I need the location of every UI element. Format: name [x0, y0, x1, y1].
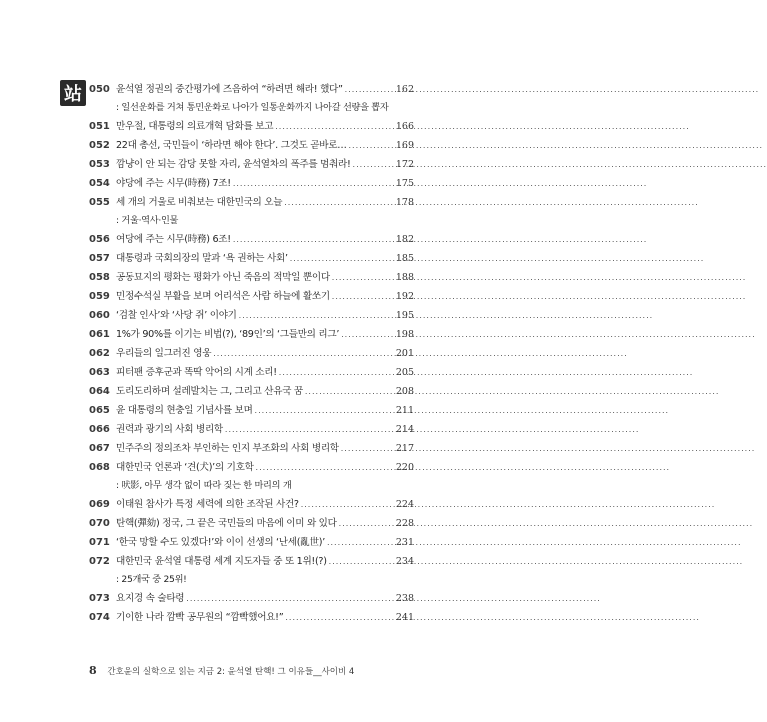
- entry-number: 059: [89, 291, 110, 302]
- dot-leader: [239, 306, 392, 325]
- entry-title: 야당에 주는 시무(時務) 7조!: [116, 178, 231, 189]
- entry-number: 065: [89, 405, 110, 416]
- toc-entry[interactable]: [89, 174, 414, 193]
- entry-number: 057: [89, 253, 110, 264]
- entry-title: 22대 총선, 국민들이 ‘하라면 해야 한다’. 그것도 곧바로…: [116, 140, 347, 151]
- toc-entry[interactable]: [89, 193, 414, 230]
- toc-entry[interactable]: [89, 458, 414, 495]
- entry-title: 탄핵(彈劾) 정국, 그 끝은 국민들의 마음에 이미 와 있다: [116, 518, 337, 529]
- entry-number: 071: [89, 537, 110, 548]
- entry-page-number: 162: [395, 84, 414, 95]
- dot-leader: [186, 589, 392, 608]
- entry-title: ‘한국 망할 수도 있겠다!’와 이이 선생의 ‘난세(亂世)’: [116, 537, 325, 548]
- entry-page-number: 201: [395, 348, 414, 359]
- dot-leader: [305, 382, 392, 401]
- entry-number: 058: [89, 272, 110, 283]
- toc-entry-row: [89, 608, 414, 627]
- toc-entry[interactable]: [89, 117, 414, 136]
- dot-leader: [213, 344, 392, 363]
- toc-entry-row: [89, 155, 414, 174]
- entry-number: 061: [89, 329, 110, 340]
- entry-page-number: 231: [395, 537, 414, 548]
- toc-entry[interactable]: [89, 344, 414, 363]
- entry-page-number: 217: [395, 443, 414, 454]
- toc-entry[interactable]: [89, 552, 414, 589]
- entry-subtitle: : 25개국 중 25위!: [116, 574, 187, 585]
- toc-list: [89, 80, 414, 627]
- toc-entry-row: [89, 80, 414, 99]
- entry-page-number: 192: [395, 291, 414, 302]
- dot-leader: [225, 420, 392, 439]
- entry-page-number: 238: [395, 593, 414, 604]
- entry-page-number: 224: [395, 499, 414, 510]
- toc-entry[interactable]: [89, 382, 414, 401]
- entry-page-number: 169: [395, 140, 414, 151]
- entry-title: ‘검찰 인사’와 ‘사당 쥐’ 이야기: [116, 310, 237, 321]
- entry-title: 우리들의 일그러진 영웅: [116, 348, 212, 359]
- entry-title: 만우절, 대통령의 의료개혁 담화를 보고: [116, 121, 274, 132]
- entry-page-number: 175: [395, 178, 414, 189]
- entry-page-number: 208: [395, 386, 414, 397]
- entry-page-number: 185: [395, 253, 414, 264]
- dot-leader: [345, 80, 392, 99]
- dot-leader: [290, 249, 392, 268]
- toc-entry-row: [89, 363, 414, 382]
- entry-page-number: 166: [395, 121, 414, 132]
- entry-title: 세 개의 거울로 비춰보는 대한민국의 오늘: [116, 197, 283, 208]
- toc-entry-row: [89, 136, 414, 155]
- toc-entry-row: [89, 174, 414, 193]
- entry-number: 053: [89, 159, 110, 170]
- toc-entry-row: [89, 589, 414, 608]
- entry-title: 윤 대통령의 현충일 기념사를 보며: [116, 405, 253, 416]
- dot-leader: [329, 552, 392, 571]
- entry-subtitle: : 吠影, 아무 생각 없이 따라 짖는 한 마리의 개: [116, 480, 292, 491]
- toc-entry-row: [89, 117, 414, 136]
- toc-entry-row: [89, 382, 414, 401]
- entry-page-number: 211: [395, 405, 414, 416]
- entry-title: 대한민국 윤석열 대통령 세계 지도자들 중 또 1위!(?): [116, 556, 327, 567]
- toc-entry-row: [89, 287, 414, 306]
- entry-title: 1%가 90%를 이기는 비법(?), ‘89인’의 ‘그들만의 리그’: [116, 329, 340, 340]
- entry-page-number: 195: [395, 310, 414, 321]
- dot-leader: [353, 155, 392, 174]
- dot-leader: [327, 533, 392, 552]
- entry-number: 055: [89, 197, 110, 208]
- entry-title: 이태원 참사가 특정 세력에 의한 조작된 사건?: [116, 499, 299, 510]
- entry-subtitle: : 일선운화를 거쳐 통민운화로 나아가 일통운화까지 나아갈 선량을 뽑자: [116, 102, 389, 113]
- entry-number: 066: [89, 424, 110, 435]
- toc-entry-row: [89, 420, 414, 439]
- dot-leader: [256, 458, 392, 477]
- entry-page-number: 205: [395, 367, 414, 378]
- entry-title: 기이한 나라 깜빡 공무원의 “깜빡했어요!”: [116, 612, 284, 623]
- entry-number: 069: [89, 499, 110, 510]
- entry-title: 공동묘지의 평화는 평화가 아닌 죽음의 적막일 뿐이다: [116, 272, 330, 283]
- toc-entry[interactable]: [89, 401, 414, 420]
- toc-entry[interactable]: [89, 306, 414, 325]
- entry-page-number: 198: [395, 329, 414, 340]
- entry-title: 민주주의 정의조차 부인하는 인지 부조화의 사회 병리학: [116, 443, 339, 454]
- entry-number: 052: [89, 140, 110, 151]
- toc-entry-row: [89, 439, 414, 458]
- dot-leader: [284, 193, 392, 212]
- toc-entry[interactable]: [89, 533, 414, 552]
- entry-number: 064: [89, 386, 110, 397]
- entry-title: 피터팬 증후군과 똑딱 악어의 시계 소리!: [116, 367, 277, 378]
- entry-page-number: 182: [395, 234, 414, 245]
- toc-entry[interactable]: [89, 439, 414, 458]
- entry-subtitle: : 거울·역사·인물: [116, 215, 179, 226]
- entry-number: 072: [89, 556, 110, 567]
- toc-entry-row: [89, 193, 414, 212]
- entry-number: 062: [89, 348, 110, 359]
- toc-entry-row: [89, 458, 414, 477]
- entry-page-number: 214: [395, 424, 414, 435]
- toc-entry[interactable]: [89, 80, 414, 117]
- entry-number: 056: [89, 234, 110, 245]
- entry-page-number: 234: [395, 556, 414, 567]
- toc-entry[interactable]: [89, 495, 414, 514]
- toc-entry[interactable]: [89, 325, 414, 344]
- entry-title: 대통령과 국회의장의 말과 ‘욕 권하는 사회’: [116, 253, 288, 264]
- dot-leader: [339, 514, 392, 533]
- entry-page-number: 241: [395, 612, 414, 623]
- entry-number: 054: [89, 178, 110, 189]
- entry-number: 068: [89, 462, 110, 473]
- toc-entry-row: [89, 533, 414, 552]
- toc-entry[interactable]: [89, 249, 414, 268]
- entry-number: 067: [89, 443, 110, 454]
- toc-entry-row: [89, 495, 414, 514]
- entry-page-number: 172: [395, 159, 414, 170]
- toc-entry[interactable]: [89, 514, 414, 533]
- toc-entry-row: [89, 249, 414, 268]
- entry-number: 063: [89, 367, 110, 378]
- footer-page-number: 8: [89, 664, 97, 677]
- toc-entry[interactable]: [89, 230, 414, 249]
- dot-leader: [233, 230, 392, 249]
- dot-leader: [341, 439, 392, 458]
- entry-title: 요지경 속 술타령: [116, 593, 185, 604]
- toc-entry-row: [89, 552, 414, 571]
- entry-number: 070: [89, 518, 110, 529]
- section-badge: 站: [60, 80, 86, 106]
- entry-page-number: 228: [395, 518, 414, 529]
- page-footer: [89, 664, 354, 677]
- toc-entry-row: [89, 268, 414, 287]
- dot-leader: [275, 117, 392, 136]
- toc-entry-row: [89, 344, 414, 363]
- toc-entry[interactable]: [89, 420, 414, 439]
- toc-entry[interactable]: [89, 268, 414, 287]
- entry-number: 074: [89, 612, 110, 623]
- entry-number: 050: [89, 84, 110, 95]
- entry-title: 깜냥이 안 되는 감당 못할 자리, 윤석열차의 폭주를 멈춰라!: [116, 159, 351, 170]
- entry-title: 윤석열 정권의 중간평가에 즈음하여 “하려면 해라! 했다”: [116, 84, 343, 95]
- dot-leader: [332, 287, 392, 306]
- dot-leader: [301, 495, 392, 514]
- toc-entry-row: [89, 306, 414, 325]
- dot-leader: [341, 325, 392, 344]
- entry-number: 051: [89, 121, 110, 132]
- entry-title: 여당에 주는 시무(時務) 6조!: [116, 234, 231, 245]
- entry-number: 060: [89, 310, 110, 321]
- dot-leader: [332, 268, 392, 287]
- entry-number: 073: [89, 593, 110, 604]
- toc-entry-row: [89, 401, 414, 420]
- entry-page-number: 178: [395, 197, 414, 208]
- entry-page-number: 220: [395, 462, 414, 473]
- dot-leader: [349, 136, 393, 155]
- toc-entry[interactable]: [89, 589, 414, 608]
- toc-entry-row: [89, 514, 414, 533]
- entry-title: 권력과 광기의 사회 병리학: [116, 424, 223, 435]
- toc-entry-row: [89, 325, 414, 344]
- dot-leader: [255, 401, 392, 420]
- toc-entry-row: [89, 230, 414, 249]
- footer-running-title: 간호윤의 실학으로 읽는 지금 2: 윤석열 탄핵! 그 이유들__사이비 4: [107, 667, 355, 677]
- dot-leader: [233, 174, 392, 193]
- toc-entry[interactable]: [89, 155, 414, 174]
- entry-page-number: 188: [395, 272, 414, 283]
- toc-entry[interactable]: [89, 608, 414, 627]
- toc-entry[interactable]: [89, 287, 414, 306]
- entry-title: 민정수석실 부활을 보며 어리석은 사람 하늘에 활쏘기: [116, 291, 330, 302]
- toc-entry[interactable]: [89, 363, 414, 382]
- dot-leader: [279, 363, 392, 382]
- entry-title: 대한민국 언론과 ‘견(犬)’의 기호학: [116, 462, 254, 473]
- toc-entry[interactable]: [89, 136, 414, 155]
- entry-title: 도리도리하며 설레발치는 그, 그리고 산유국 꿈: [116, 386, 303, 397]
- dot-leader: [285, 608, 392, 627]
